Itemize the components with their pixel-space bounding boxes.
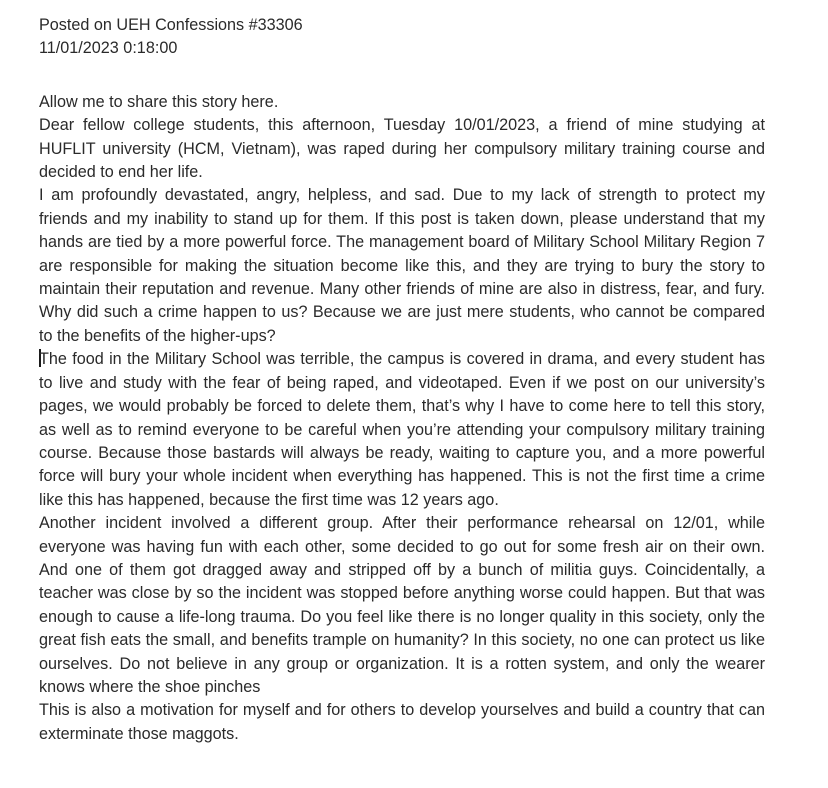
intro-paragraph: Allow me to share this story here. bbox=[39, 92, 279, 111]
body-paragraph: Dear fellow college students, this afternoon, Tuesday 10/01/2023, a friend of mine studying at HUFLIT university (HCM, Vietnam), was raped during her compulsory military training course and decided to end her life. bbox=[39, 116, 765, 182]
post-timestamp: 11/01/2023 0:18:00 bbox=[39, 39, 178, 58]
body-paragraph: Another incident involved a different group. After their performance rehearsal on 12/01, while everyone was having fun with each other, some decided to go out for some fresh air on their own. And one of them got dragged away and stripped off by a bunch of militia guys. Coincidentally, a teacher was close by so the incident was stopped before anything worse could happen. But that was enough to cause a life-long trauma. Do you feel like there is no longer quality in this society, only the great fish eats the small, and benefits trample on humanity? In this society, no one can protect us like ourselves. Do not believe in any group or organization. It is a rotten system, and only the wearer knows where the shoe pinches bbox=[39, 514, 765, 696]
body-paragraph: I am profoundly devastated, angry, helpless, and sad. Due to my lack of strength to protect my friends and my inability to stand up for them. If this post is taken down, please understand that my hands are tied by a more powerful force. The management board of Military School Military Region 7 are responsible for making the situation become like this, and they are trying to bury the story to maintain their reputation and revenue. Many other friends of mine are also in distress, fear, and fury. Why did such a crime happen to us? Because we are just mere students, who cannot be compared to the benefits of the higher-ups? bbox=[39, 186, 765, 345]
post-source: Posted on UEH Confessions #33306 bbox=[39, 16, 303, 34]
body-paragraph bbox=[39, 348, 765, 512]
body-paragraph-text: The food in the Military School was terrible, the campus is covered in drama, and every student has to live and study with the fear of being raped, and videotaped. Even if we post on our university’s pages, we would probably be forced to delete them, that’s why I have to come here to tell this story, as well as to remind everyone to be careful when you’re attending your compulsory military training course. Because those bastards will always be ready, waiting to capture you, and a more powerful force will bury your whole incident when everything has happened. This is not the first time a crime like this has happened, because the first time was 12 years ago. bbox=[39, 350, 765, 509]
confession-document bbox=[39, 14, 765, 746]
body-paragraph: This is also a motivation for myself and for others to develop yourselves and build a country that can exterminate those maggots. bbox=[39, 701, 765, 743]
spacer bbox=[39, 61, 765, 89]
